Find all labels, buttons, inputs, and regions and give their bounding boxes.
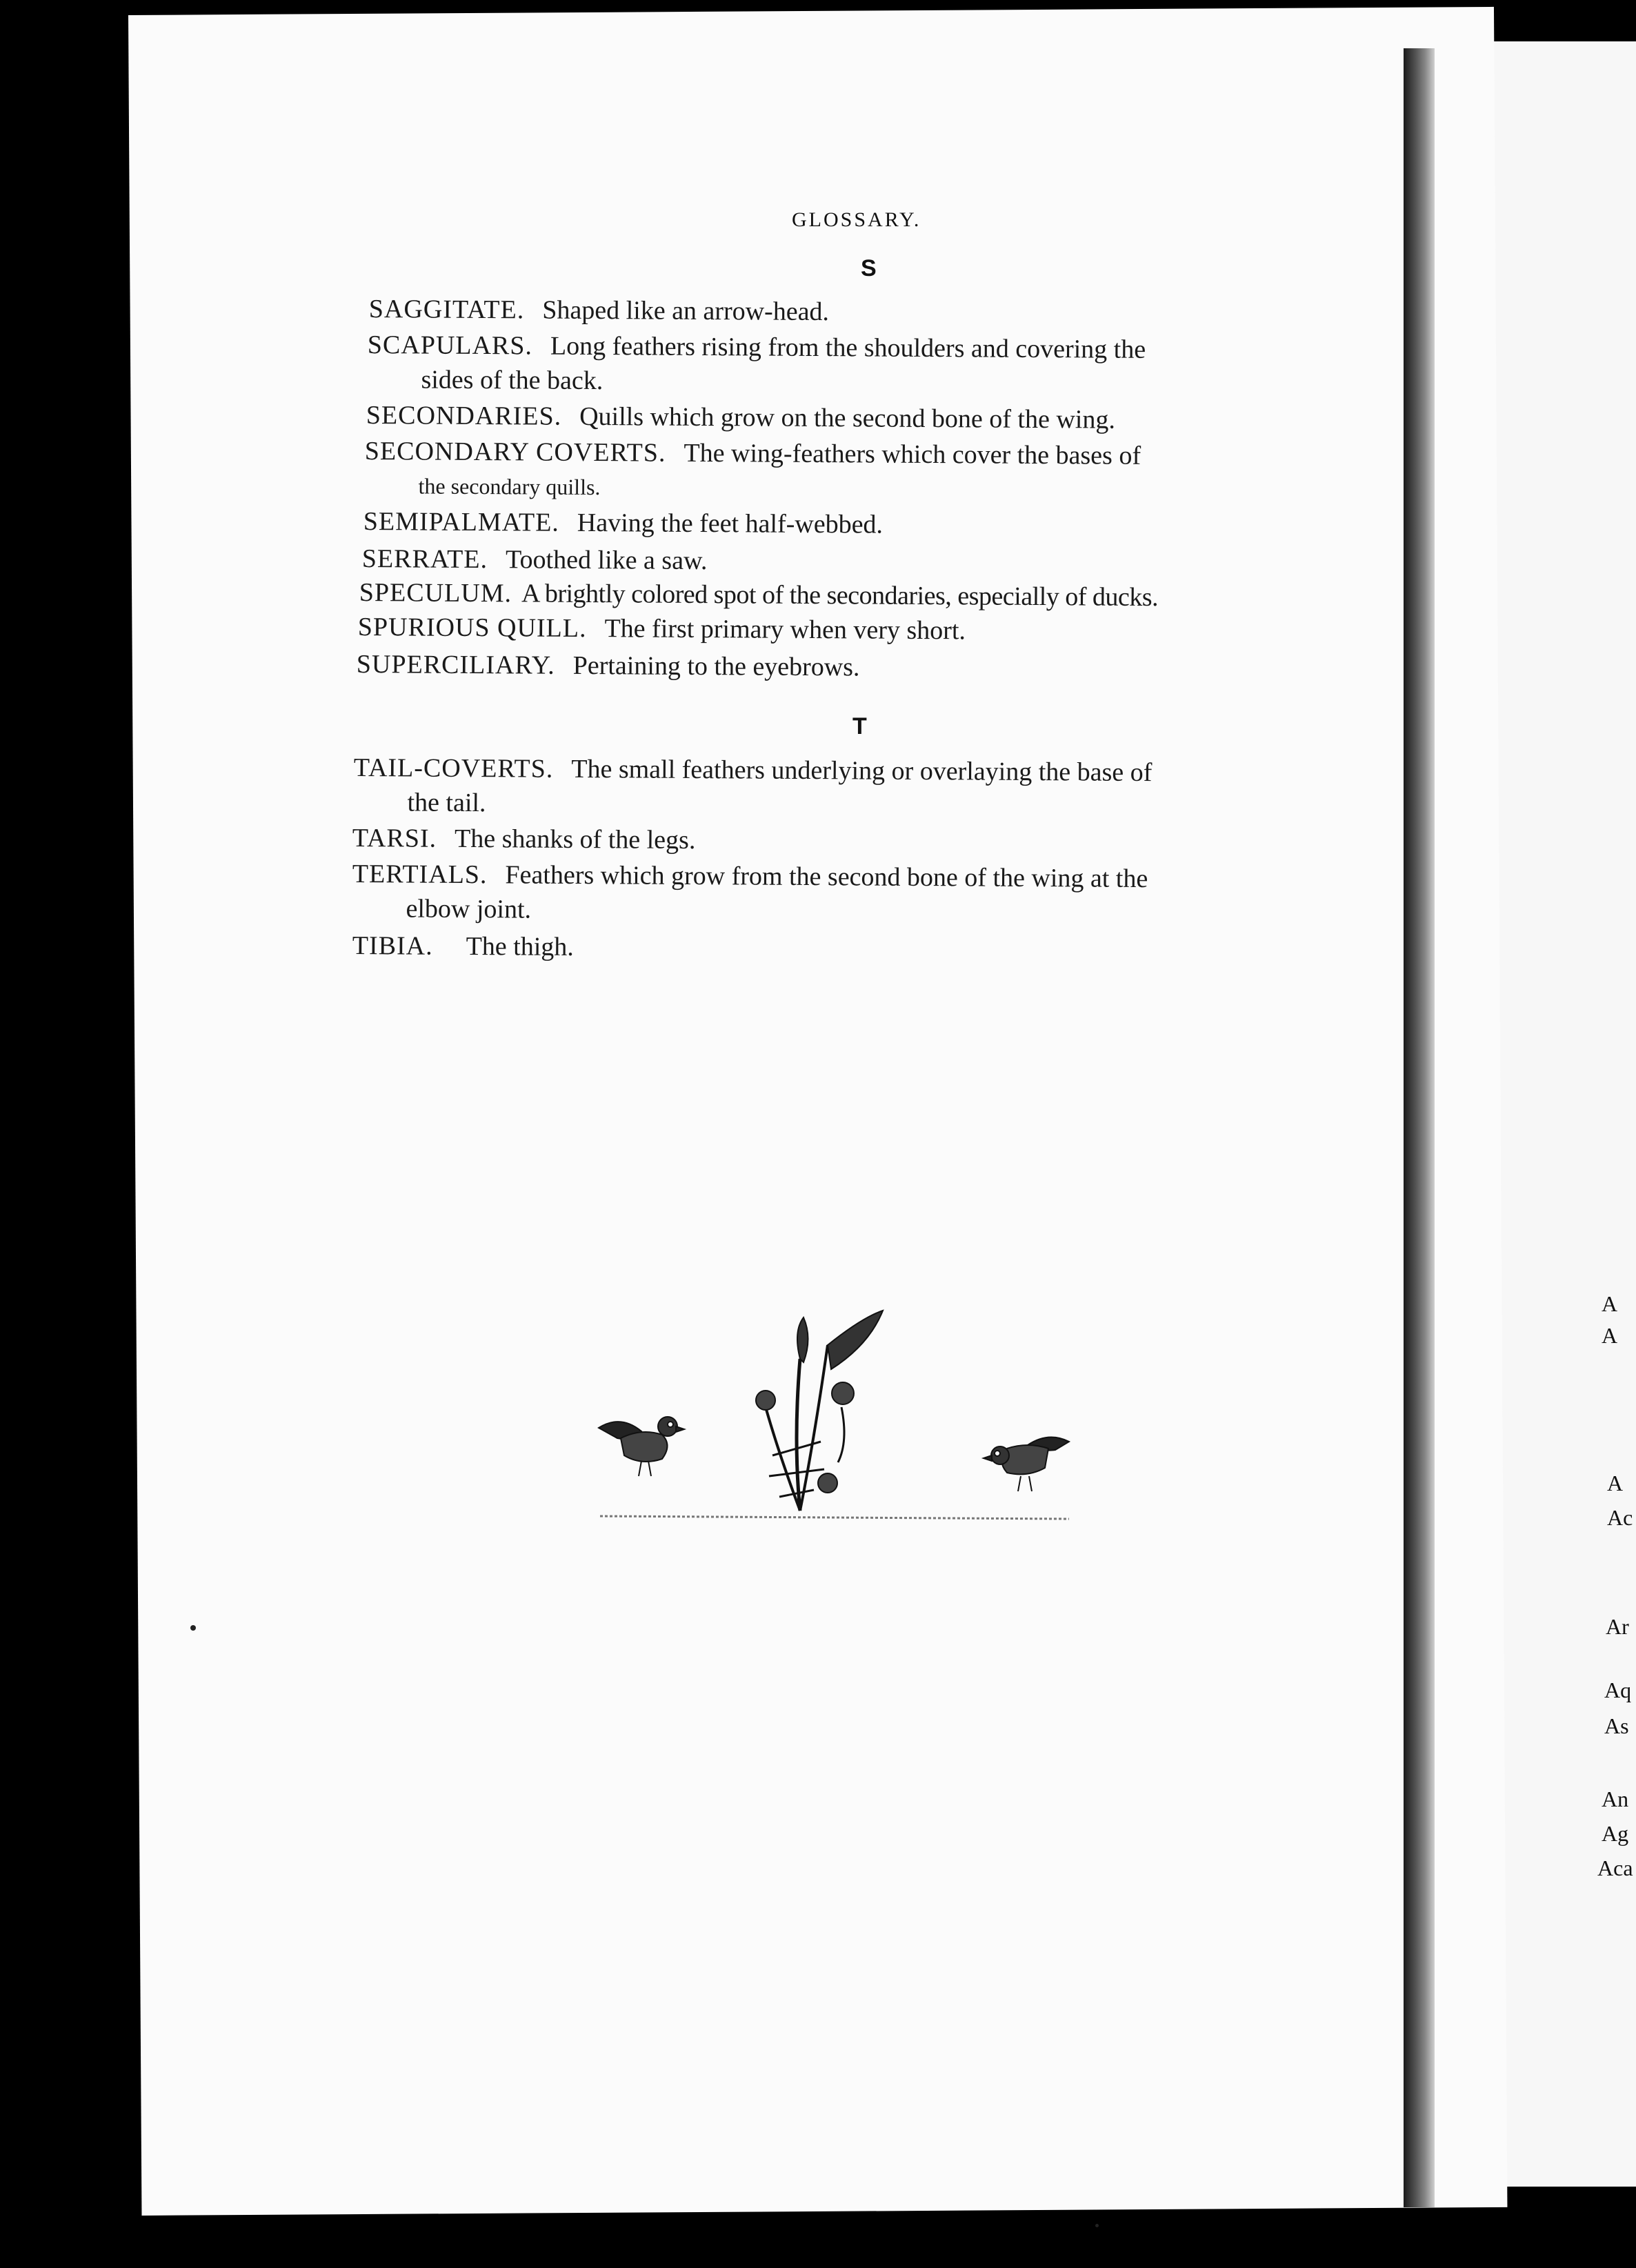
scan-speck [190,1625,196,1631]
entry-definition: The thigh. [466,932,574,962]
entry-definition: The shanks of the legs. [454,824,696,855]
entry-term: TARSI. [352,823,437,853]
facing-page-fragment: An [1602,1787,1629,1811]
facing-page-fragment: Aq [1604,1678,1632,1702]
facing-page-fragment: As [1604,1713,1629,1738]
entry-definition: Feathers which grow from the second bone of the wing at the [505,860,1148,894]
facing-page-fragment: Ac [1607,1505,1633,1530]
book-binding-gutter [1404,48,1435,2207]
entry-term: SPECULUM. [359,577,512,608]
entry-term: SEMIPALMATE. [363,506,560,537]
glossary-entry [352,857,1359,932]
entry-definition: Toothed like a saw. [505,545,708,576]
entry-definition: Long feathers rising from the shoulders and covering the [550,331,1146,364]
facing-page-fragment: A [1607,1471,1624,1495]
plant-illustration [756,1311,883,1511]
entry-definition: The wing-feathers which cover the bases of [684,438,1141,470]
section-letter-t: T [852,713,867,739]
glossary-entry [353,750,1361,826]
facing-page-fragment: Ar [1606,1614,1629,1639]
entry-term: SECONDARIES. [366,400,562,431]
entry-definition: A brightly colored spot of the secondaries, especially of ducks. [521,579,1159,613]
entry-continuation: the tail. [407,788,486,818]
facing-page-fragment: A [1602,1323,1618,1348]
entry-definition: Pertaining to the eyebrows. [572,650,860,682]
entry-term: TAIL-COVERTS. [353,753,554,784]
glossary-entry [359,575,1366,616]
entry-definition: The small feathers underlying or overlaying the base of [571,754,1153,788]
glossary-entry [357,647,1364,688]
glossary-entry [363,504,1370,545]
entry-term: SUPERCILIARY. [356,649,555,680]
ground-line [600,1516,1069,1519]
glossary-entry [358,610,1365,650]
entry-continuation: sides of the back. [421,365,603,396]
entry-term: TERTIALS. [352,859,488,890]
right-bird-illustration [984,1438,1069,1491]
page-header: GLOSSARY. [792,208,921,231]
entry-continuation: the secondary quills. [418,473,601,500]
section-letter-s: S [861,255,877,281]
entry-term: SERRATE. [361,544,488,575]
facing-page-fragment: A [1602,1291,1618,1316]
entry-term: SAGGITATE. [368,294,525,325]
entry-term: SCAPULARS. [367,330,533,361]
facing-page-fragment: Aca [1597,1856,1633,1880]
facing-page-fragment: Ag [1602,1821,1629,1846]
entry-term: SPURIOUS QUILL. [357,612,587,644]
glossary-entry [352,821,1359,862]
entry-definition: Shaped like an arrow-head. [542,295,830,327]
entry-definition: Having the feet half-webbed. [577,508,884,539]
entry-term: SECONDARY COVERTS. [364,436,666,468]
entry-term: TIBIA. [352,931,433,961]
bird-and-plant-vignette [593,1304,1076,1538]
entry-continuation: elbow joint. [406,894,532,924]
glossary-entry [369,292,1376,332]
glossary-entry [364,434,1372,509]
entry-definition: The first primary when very short. [604,614,966,646]
glossary-entry [366,398,1373,439]
entry-definition: Quills which grow on the second bone of the wing. [579,401,1116,435]
glossary-entry [367,328,1375,403]
glossary-entry [352,928,1359,969]
left-bird-illustration [599,1417,684,1476]
scan-speck [1095,2224,1099,2227]
